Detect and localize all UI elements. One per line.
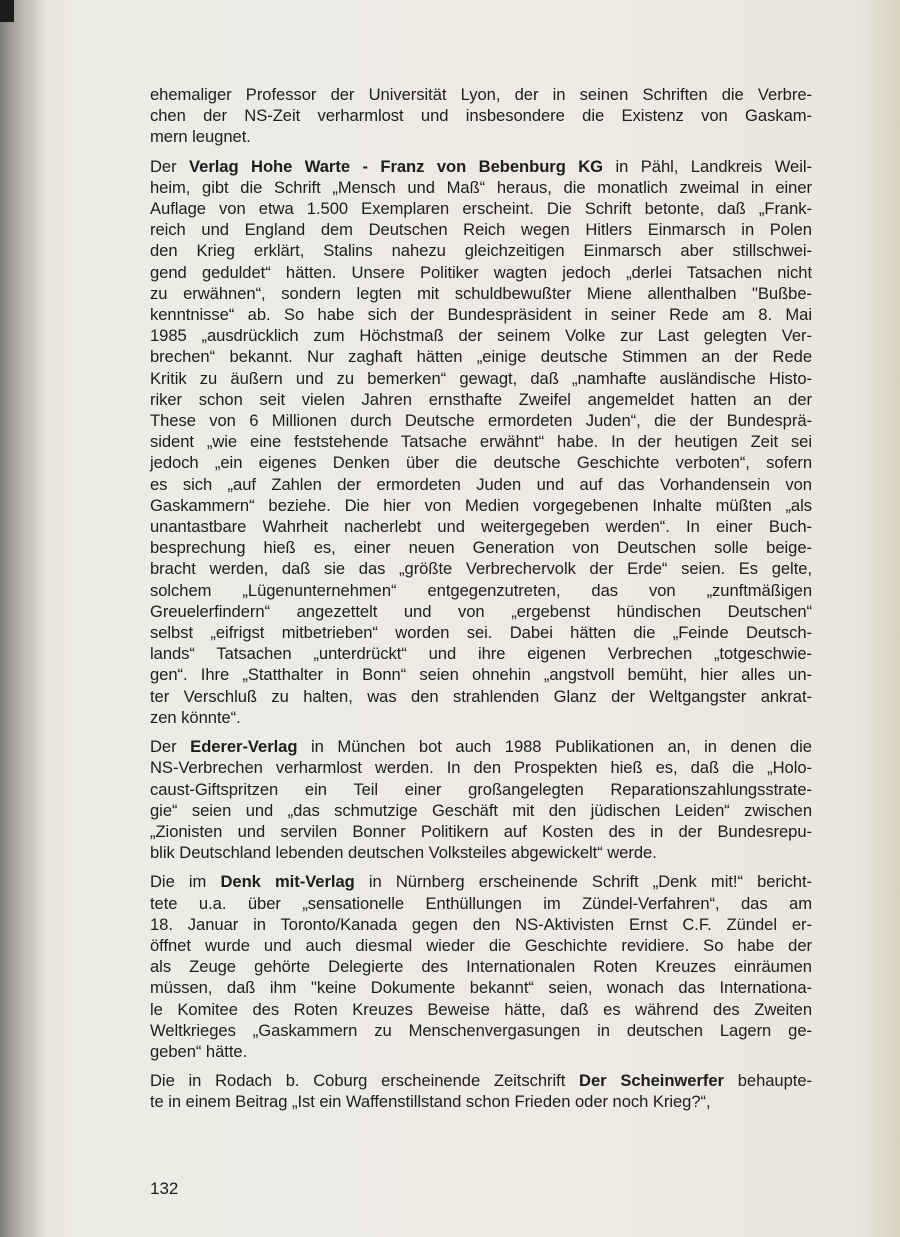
text-line	[150, 580, 812, 601]
text-line	[150, 283, 812, 304]
publisher-name: Denk mit-Verlag	[220, 872, 355, 892]
text-run: ehemaliger Professor der Universität Lyon, der in seinen Schriften die Verbre-	[150, 85, 812, 104]
text-line	[150, 977, 812, 998]
text-run: Greuelerfindern“ angezettelt und von „ergebenst hündischen Deutschen“	[150, 601, 812, 621]
text-line	[150, 452, 812, 473]
text-run: in Nürnberg erscheinende Schrift „Denk mit!“ bericht-	[354, 872, 812, 892]
text-line	[150, 537, 812, 558]
paragraph	[150, 736, 812, 863]
text-line	[150, 1070, 812, 1091]
text-run: Auflage von etwa 1.500 Exemplaren erscheint. Die Schrift betonte, daß „Frank-	[150, 199, 812, 219]
page-corner-mark	[0, 0, 14, 22]
paragraph	[150, 156, 812, 728]
text-run: müssen, daß ihm "keine Dokumente bekannt“ seien, wonach das Internationa-	[150, 978, 812, 998]
body-text	[150, 84, 812, 1121]
publisher-name: Verlag Hohe Warte - Franz von Bebenburg KG	[189, 156, 604, 176]
text-line	[150, 410, 812, 431]
text-line	[150, 325, 812, 346]
text-line	[150, 779, 812, 800]
text-run: 1985 „ausdrücklich zum Höchstmaß der seinem Volke zur Last gelegten Ver-	[150, 326, 812, 346]
text-line	[150, 240, 812, 261]
text-line	[150, 935, 812, 956]
page-number: 132	[150, 1179, 179, 1198]
text-run: ter Verschluß zu halten, was den strahlenden Glanz der Weltgangster ankrat-	[150, 686, 812, 706]
text-line	[150, 893, 812, 914]
text-line	[150, 156, 812, 177]
text-run: Weltkrieges „Gaskammern zu Menschenvergasungen in deutschen Lagern ge-	[150, 1020, 812, 1040]
text-run: te in einem Beitrag „Ist ein Waffenstillstand schon Frieden oder noch Krieg?“,	[150, 1092, 711, 1112]
text-run: Die im	[150, 872, 221, 892]
text-line	[150, 105, 812, 126]
text-line	[150, 126, 812, 147]
text-run: Der	[150, 737, 191, 757]
text-run: tete u.a. über „sensationelle Enthüllungen im Zündel-Verfahren“, das am	[150, 893, 812, 913]
text-line	[150, 757, 812, 778]
text-line	[150, 219, 812, 240]
text-line	[150, 643, 812, 664]
text-run: Kritik zu äußern und zu bemerken“ gewagt, daß „namhafte ausländische Histo-	[150, 368, 812, 388]
text-run: riker schon seit vielen Jahren ernsthafte Zweifel angemeldet hatten an der	[150, 389, 812, 409]
text-run: „Zionisten und servilen Bonner Politikern auf Kosten des in der Bundesrepu-	[150, 821, 812, 841]
text-line	[150, 304, 812, 325]
text-line	[150, 495, 812, 516]
text-run: Gaskammern“ beziehe. Die hier von Medien vorgegebenen Inhalte müßten „als	[150, 495, 812, 515]
text-line	[150, 474, 812, 495]
text-run: gen“. Ihre „Statthalter in Bonn“ seien ohnehin „angstvoll bemüht, hier alles un-	[150, 665, 812, 685]
text-run: lands“ Tatsachen „unterdrückt“ und ihre eigenen Verbrechen „totgeschwie-	[150, 644, 812, 664]
text-run: heim, gibt die Schrift „Mensch und Maß“ heraus, die monatlich zweimal in einer	[150, 177, 812, 197]
text-line	[150, 956, 812, 977]
text-run: öffnet wurde und auch diesmal wieder die Geschichte revidiere. So habe der	[150, 935, 812, 955]
text-run: kenntnisse“ ab. So habe sich der Bundespräsident in seiner Rede am 8. Mai	[150, 305, 812, 325]
page-binding-shadow	[0, 0, 46, 1237]
paragraph	[150, 84, 812, 148]
text-run: blik Deutschland lebenden deutschen Volksteiles abgewickelt“ werde.	[150, 843, 657, 863]
text-line	[150, 914, 812, 935]
text-line	[150, 84, 812, 105]
text-line	[150, 516, 812, 537]
publisher-name: Der Scheinwerfer	[579, 1071, 724, 1091]
text-line	[150, 1091, 812, 1112]
text-line	[150, 177, 812, 198]
text-line	[150, 800, 812, 821]
text-run: selbst „eifrigst mitbetrieben“ worden sei. Dabei hätten die „Feinde Deutsch-	[150, 623, 812, 643]
text-run: gend geduldet“ hätten. Unsere Politiker wagten jedoch „derlei Tatsachen nicht	[150, 262, 812, 282]
text-line	[150, 1041, 812, 1062]
text-line	[150, 664, 812, 685]
publisher-name: Ederer-Verlag	[190, 737, 298, 757]
paragraph	[150, 1070, 812, 1112]
paragraph	[150, 871, 812, 1062]
text-line	[150, 842, 812, 863]
text-run: den Krieg erklärt, Stalins nahezu gleichzeitigen Einmarsch aber stillschwei-	[150, 241, 812, 261]
text-run: chen der NS-Zeit verharmlost und insbesondere die Existenz von Gaskam-	[150, 106, 812, 126]
text-run: NS-Verbrechen verharmlost werden. In den Prospekten hieß es, daß die „Holo-	[150, 758, 812, 778]
text-line	[150, 262, 812, 283]
text-run: unantastbare Wahrheit nacherlebt und weitergegeben werden“. In einer Buch-	[150, 517, 812, 537]
text-run: behaupte-	[723, 1071, 812, 1091]
text-line	[150, 431, 812, 452]
text-run: mern leugnet.	[150, 127, 251, 147]
text-run: zen könnte“.	[150, 707, 241, 727]
text-run: gie“ seien und „das schmutzige Geschäft mit den jüdischen Leiden“ zwischen	[150, 800, 812, 820]
text-run: in Pähl, Landkreis Weil-	[603, 156, 812, 176]
text-line	[150, 622, 812, 643]
text-line	[150, 601, 812, 622]
text-run: in München bot auch 1988 Publikationen an, in denen die	[297, 737, 812, 757]
text-run: als Zeuge gehörte Delegierte des Internationalen Roten Kreuzes einräumen	[150, 957, 812, 977]
text-run: Der	[150, 156, 190, 176]
text-line	[150, 389, 812, 410]
text-run: brechen“ bekannt. Nur zaghaft hätten „einige deutsche Stimmen an der Rede	[150, 347, 812, 367]
text-run: es sich „auf Zahlen der ermordeten Juden und auf das Vorhandensein von	[150, 474, 812, 494]
text-run: bracht werden, daß sie das „größte Verbrechervolk der Erde“ seien. Es gelte,	[150, 559, 812, 579]
text-run: caust-Giftspritzen ein Teil einer großangelegten Reparationszahlungsstrate-	[150, 779, 812, 799]
text-line	[150, 368, 812, 389]
text-line	[150, 999, 812, 1020]
text-run: geben“ hätte.	[150, 1041, 248, 1061]
text-run: solchem „Lügenunternehmen“ entgegenzutreten, das von „zunftmäßigen	[150, 580, 812, 600]
text-line	[150, 198, 812, 219]
text-run: sident „wie eine feststehende Tatsache erwähnt“ habe. In der heutigen Zeit sei	[150, 432, 812, 452]
text-run: jedoch „ein eigenes Denken über die deutsche Geschichte verboten“, sofern	[150, 453, 812, 473]
text-run: le Komitee des Roten Kreuzes Beweise hätte, daß es während des Zweiten	[150, 999, 812, 1019]
text-run: besprechung hieß es, einer neuen Generation von Deutschen solle beige-	[150, 538, 812, 558]
text-run: 18. Januar in Toronto/Kanada gegen den NS-Aktivisten Ernst C.F. Zündel er-	[150, 914, 812, 934]
text-line	[150, 1020, 812, 1041]
text-line	[150, 346, 812, 367]
text-run: Die in Rodach b. Coburg erscheinende Zeitschrift	[150, 1071, 580, 1091]
text-line	[150, 736, 812, 757]
text-run: These von 6 Millionen durch Deutsche ermordeten Juden“, die der Bundesprä-	[150, 411, 812, 431]
text-line	[150, 871, 812, 892]
text-run: reich und England dem Deutschen Reich wegen Hitlers Einmarsch in Polen	[150, 220, 812, 240]
text-line	[150, 686, 812, 707]
text-run: zu erwähnen“, sondern legten mit schuldbewußter Miene allenthalben "Bußbe-	[150, 283, 812, 303]
text-line	[150, 558, 812, 579]
text-line	[150, 821, 812, 842]
text-line	[150, 707, 812, 728]
